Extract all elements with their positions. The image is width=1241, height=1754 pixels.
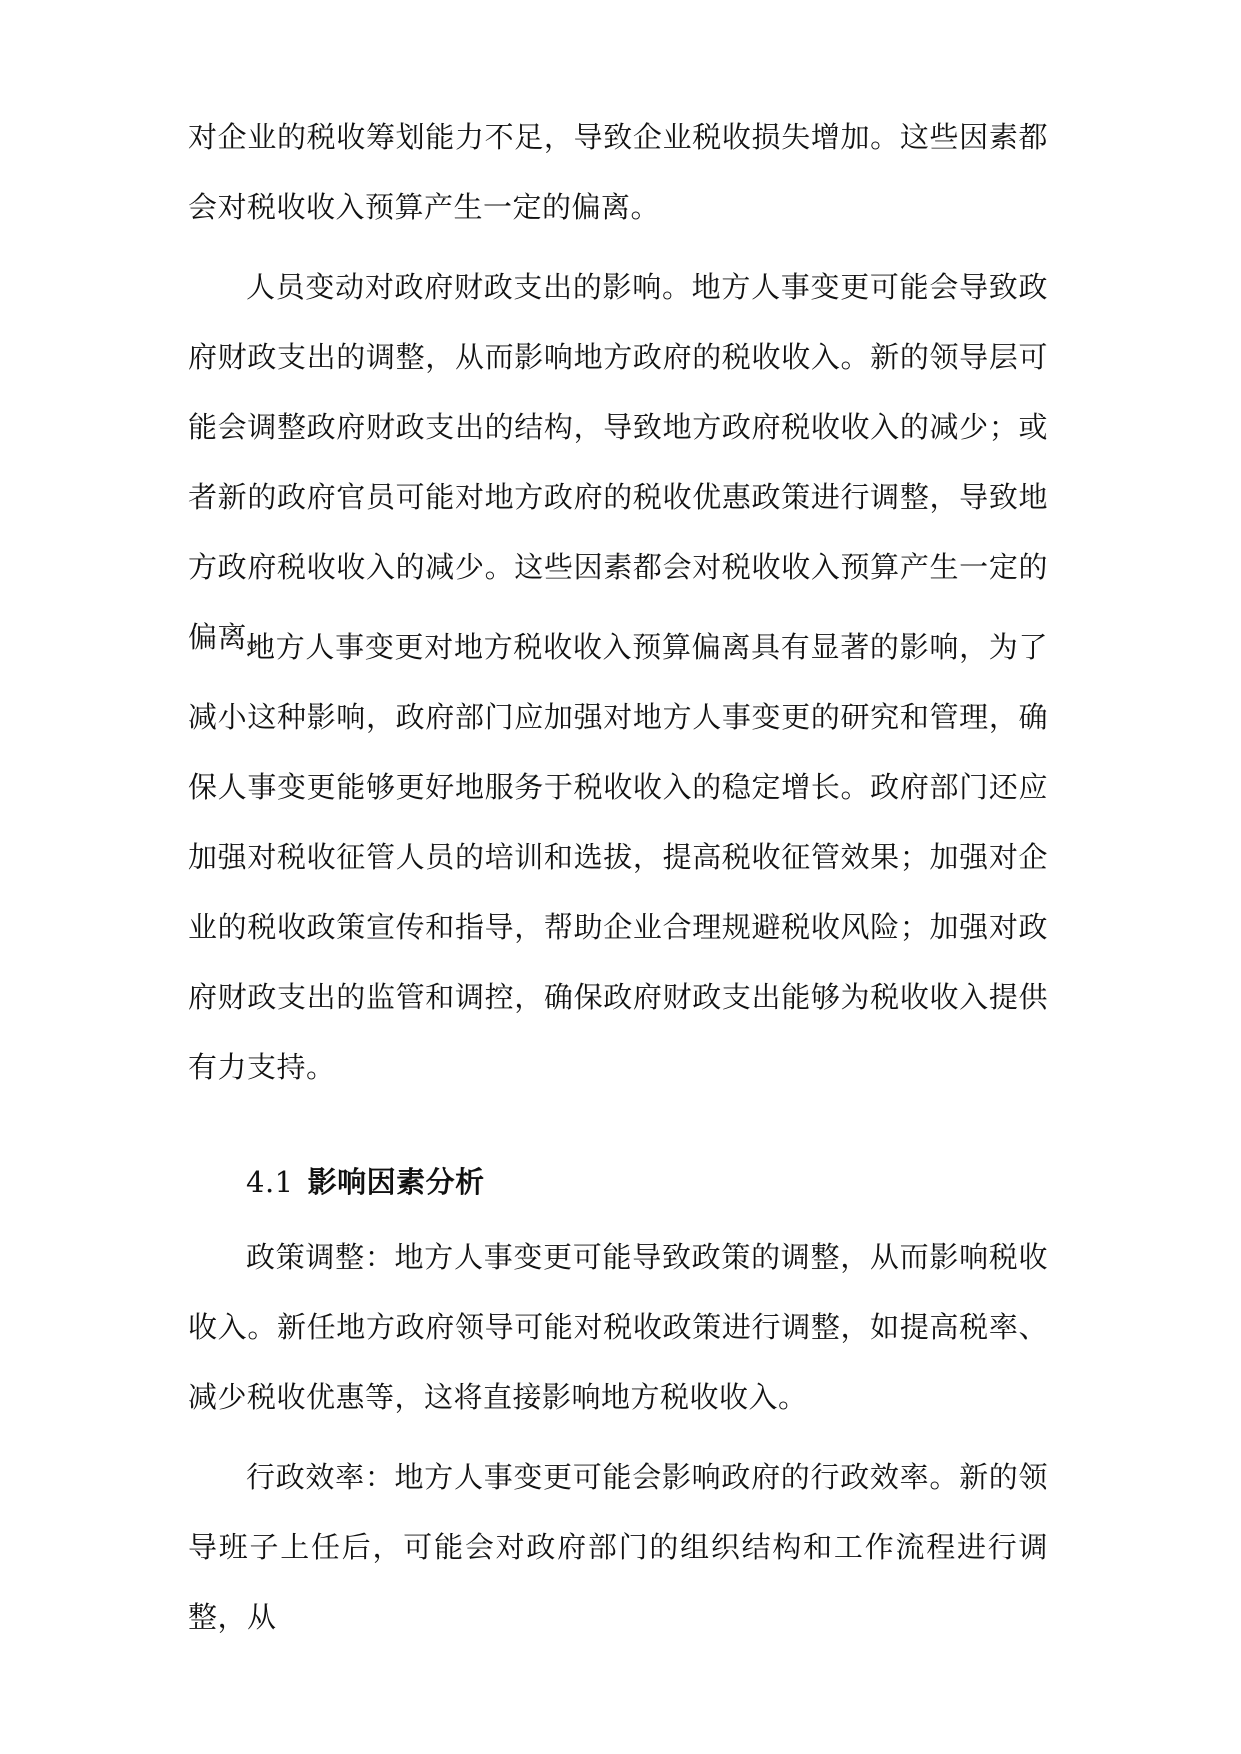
paragraph-recommendations: 地方人事变更对地方税收收入预算偏离具有显著的影响，为了减小这种影响，政府部门应加强对地方人事变更的研究和管理，确保人事变更能够更好地服务于税收收入的稳定增长。政府部门还应加强对税收征管人员的培训和选拔，提高税收征管效果；加强对企业的税收政策宣传和指导，帮助企业合理规避税收风险；加强对政府财政支出的监管和调控，确保政府财政支出能够为税收收入提供有力支持。 (188, 630, 1048, 1084)
paragraph-policy-adjustment: 政策调整：地方人事变更可能导致政策的调整，从而影响税收收入。新任地方政府领导可能对税收政策进行调整，如提高税率、减少税收优惠等，这将直接影响地方税收收入。 (188, 1240, 1048, 1414)
section-number: 4.1 (246, 1165, 294, 1199)
section-title: 影响因素分析 (307, 1165, 485, 1199)
paragraph-staff-change-spending: 人员变动对政府财政支出的影响。地方人事变更可能会导致政府财政支出的调整，从而影响地方政府的税收收入。新的领导层可能会调整政府财政支出的结构，导致地方政府税收收入的减少；或者新的政府官员可能对地方政府的税收优惠政策进行调整，导致地方政府税收收入的减少。这些因素都会对税收收入预算产生一定的偏离。 (188, 270, 1048, 654)
paragraph-administrative-efficiency: 行政效率：地方人事变更可能会影响政府的行政效率。新的领导班子上任后，可能会对政府部门的组织结构和工作流程进行调整，从 (188, 1460, 1048, 1634)
section-heading (246, 1162, 485, 1202)
paragraph-continuation: 对企业的税收筹划能力不足，导致企业税收损失增加。这些因素都会对税收收入预算产生一定的偏离。 (188, 120, 1048, 224)
